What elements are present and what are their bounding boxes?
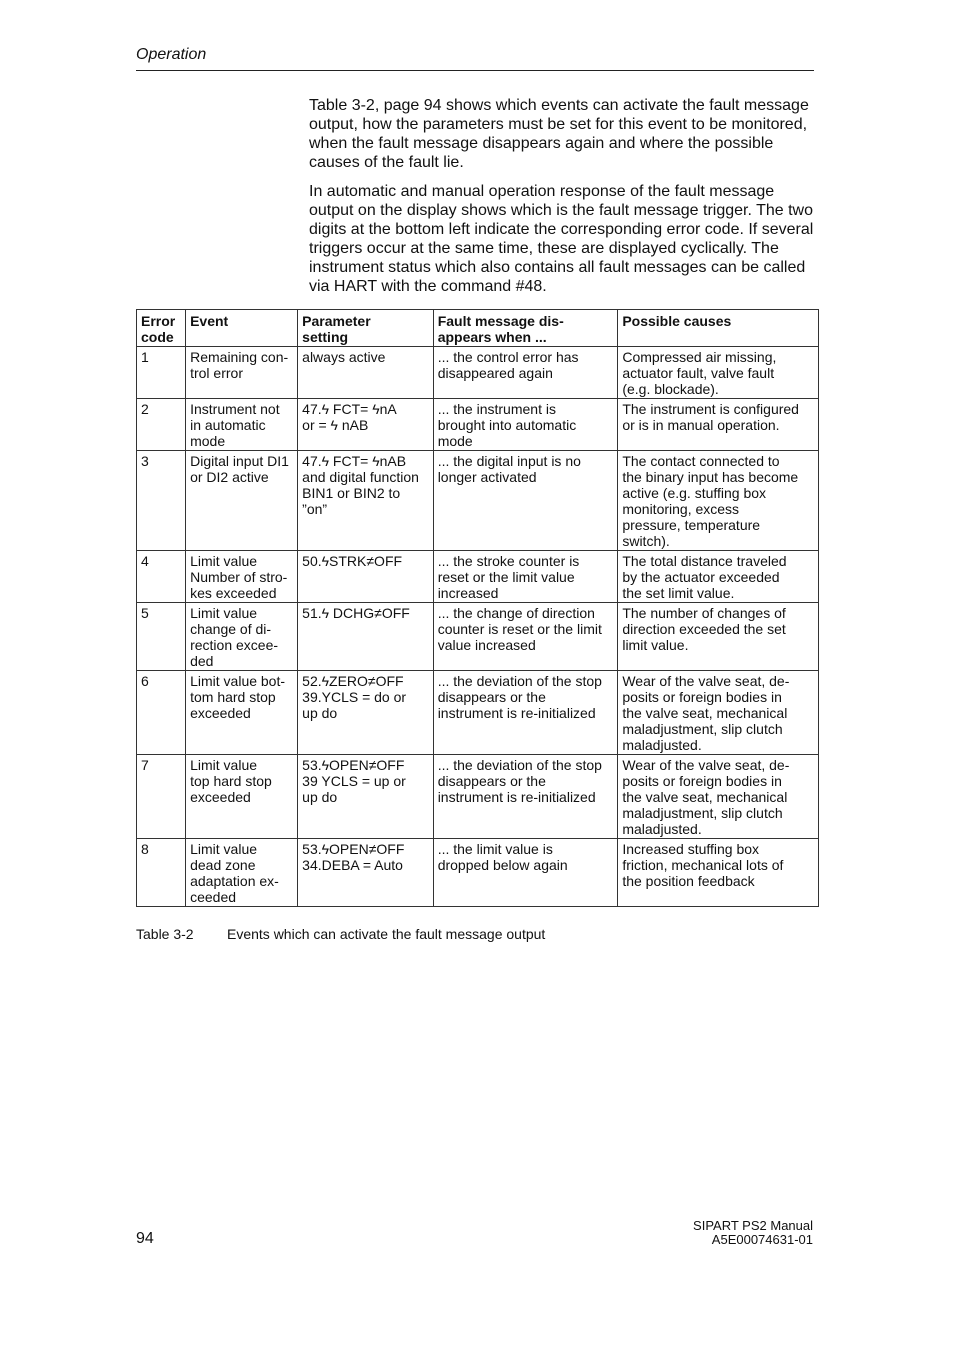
cell-line: posits or foreign bodies in — [622, 689, 782, 705]
cell-line: switch). — [622, 533, 670, 549]
cell-line: adaptation ex- — [190, 873, 279, 889]
cell-fault-disappears — [433, 755, 618, 839]
table-row — [137, 399, 819, 451]
running-header: Operation — [136, 46, 207, 63]
cell-possible-causes — [618, 347, 819, 399]
table-row — [137, 603, 819, 671]
cell-line: Increased stuffing box — [622, 841, 760, 857]
header-rule — [136, 70, 814, 71]
cell-line: (e.g. blockade). — [622, 381, 719, 397]
cell-line: active (e.g. stuffing box — [622, 485, 767, 501]
intro-text — [309, 96, 821, 306]
header-possible-causes — [618, 310, 819, 347]
cell-line: mode — [437, 433, 473, 449]
cell-fault-disappears — [433, 399, 618, 451]
cell-line: the valve seat, mechanical — [622, 789, 788, 805]
footer-manual-info — [693, 1219, 813, 1247]
cell-line: exceeded — [190, 705, 251, 721]
cell-line: ceeded — [190, 889, 237, 905]
cell-line: the position feedback — [622, 873, 755, 889]
manual-title: SIPART PS2 Manual — [693, 1218, 813, 1233]
cell-error-code — [137, 399, 186, 451]
table-row — [137, 671, 819, 755]
cell-line: 47.ϟ FCT= ϟnAB — [302, 453, 407, 469]
cell-fault-disappears — [433, 451, 618, 551]
header-line: code — [141, 329, 174, 345]
cell-line: 47.ϟ FCT= ϟnA — [302, 401, 397, 417]
cell-line: dropped below again — [437, 857, 568, 873]
cell-line: ... the digital input is no — [437, 453, 581, 469]
cell-fault-disappears — [433, 603, 618, 671]
cell-event — [186, 755, 298, 839]
cell-line: 50.ϟSTRK≠OFF — [302, 553, 403, 569]
cell-parameter-setting — [298, 671, 434, 755]
cell-line: Number of stro- — [190, 569, 288, 585]
cell-error-code — [137, 603, 186, 671]
cell-parameter-setting — [298, 839, 434, 907]
cell-line: instrument is re-initialized — [437, 705, 596, 721]
cell-line: instrument is re-initialized — [437, 789, 596, 805]
cell-line: friction, mechanical lots of — [622, 857, 784, 873]
cell-error-code — [137, 755, 186, 839]
caption-number: Table 3-2 — [136, 926, 194, 942]
cell-line: value increased — [437, 637, 536, 653]
cell-line: pressure, temperature — [622, 517, 761, 533]
cell-line: Limit value — [190, 841, 258, 857]
cell-line: 8 — [141, 841, 149, 857]
cell-possible-causes — [618, 451, 819, 551]
cell-line: dead zone — [190, 857, 256, 873]
cell-line: or DI2 active — [190, 469, 269, 485]
cell-event — [186, 603, 298, 671]
cell-fault-disappears — [433, 671, 618, 755]
cell-line: by the actuator exceeded — [622, 569, 780, 585]
cell-line: 3 — [141, 453, 149, 469]
cell-line: direction exceeded the set — [622, 621, 786, 637]
cell-parameter-setting — [298, 603, 434, 671]
cell-line: or = ϟ nAB — [302, 417, 369, 433]
cell-line: disappears or the — [437, 689, 546, 705]
cell-event — [186, 399, 298, 451]
header-line: setting — [302, 329, 349, 345]
cell-line: ... the stroke counter is — [437, 553, 580, 569]
cell-line: 4 — [141, 553, 149, 569]
cell-possible-causes — [618, 839, 819, 907]
caption-text: Events which can activate the fault message output — [227, 926, 546, 942]
cell-line: Remaining con- — [190, 349, 289, 365]
cell-line: trol error — [190, 365, 243, 381]
cell-line: ... the deviation of the stop — [437, 673, 602, 689]
cell-line: actuator fault, valve fault — [622, 365, 775, 381]
cell-possible-causes — [618, 755, 819, 839]
header-line: Possible causes — [622, 313, 732, 329]
header-line: Event — [190, 313, 229, 329]
cell-line: Limit value — [190, 605, 258, 621]
cell-line: tom hard stop — [190, 689, 276, 705]
cell-line: 5 — [141, 605, 149, 621]
cell-line: Wear of the valve seat, de- — [622, 757, 790, 773]
cell-parameter-setting — [298, 451, 434, 551]
cell-line: ... the control error has — [437, 349, 579, 365]
cell-line: BIN1 or BIN2 to — [302, 485, 401, 501]
cell-line: ”on” — [302, 501, 328, 517]
fault-events-table — [136, 309, 819, 907]
header-event — [186, 310, 298, 347]
cell-line: mode — [190, 433, 226, 449]
cell-line: and digital function — [302, 469, 419, 485]
cell-line: counter is reset or the limit — [437, 621, 602, 637]
cell-line: up do — [302, 789, 338, 805]
cell-line: 53.ϟOPEN≠OFF — [302, 757, 405, 773]
cell-line: 51.ϟ DCHG≠OFF — [302, 605, 410, 621]
cell-line: longer activated — [437, 469, 537, 485]
cell-line: the binary input has become — [622, 469, 799, 485]
cell-line: 52.ϟZERO≠OFF — [302, 673, 404, 689]
cell-line: ... the deviation of the stop — [437, 757, 602, 773]
table-row — [137, 839, 819, 907]
cell-error-code — [137, 451, 186, 551]
cell-line: brought into automatic — [437, 417, 577, 433]
cell-fault-disappears — [433, 551, 618, 603]
cell-possible-causes — [618, 399, 819, 451]
cell-event — [186, 551, 298, 603]
cell-line: ... the limit value is — [437, 841, 553, 857]
cell-line: always active — [302, 349, 386, 365]
cell-line: Wear of the valve seat, de- — [622, 673, 790, 689]
cell-line: maladjustment, slip clutch — [622, 721, 783, 737]
table-row — [137, 451, 819, 551]
cell-error-code — [137, 347, 186, 399]
cell-line: in automatic — [190, 417, 266, 433]
cell-parameter-setting — [298, 347, 434, 399]
cell-line: disappeared again — [437, 365, 553, 381]
cell-line: The contact connected to — [622, 453, 780, 469]
cell-possible-causes — [618, 603, 819, 671]
cell-line: disappears or the — [437, 773, 546, 789]
cell-line: 2 — [141, 401, 149, 417]
table-row — [137, 551, 819, 603]
cell-parameter-setting — [298, 551, 434, 603]
cell-line: posits or foreign bodies in — [622, 773, 782, 789]
cell-parameter-setting — [298, 399, 434, 451]
cell-event — [186, 347, 298, 399]
cell-line: increased — [437, 585, 499, 601]
header-fault-disappears — [433, 310, 618, 347]
cell-line: maladjusted. — [622, 737, 702, 753]
cell-fault-disappears — [433, 839, 618, 907]
header-line: Fault message dis- — [437, 313, 564, 329]
cell-line: 7 — [141, 757, 149, 773]
cell-event — [186, 451, 298, 551]
cell-line: 1 — [141, 349, 149, 365]
document-id: A5E00074631-01 — [711, 1232, 813, 1247]
intro-paragraph-2: In automatic and manual operation response of the fault message output on the display shows which is the fault message trigger. The two digits at the bottom left indicate the corresponding error code. If several triggers occur at the same time, these are displayed cyclically. The instrument status which also contains all fault messages can be called via HART with the command #48. — [309, 183, 814, 295]
page-number: 94 — [136, 1230, 154, 1247]
table-row — [137, 347, 819, 399]
table-row — [137, 755, 819, 839]
cell-line: maladjustment, slip clutch — [622, 805, 783, 821]
cell-line: ... the instrument is — [437, 401, 556, 417]
cell-line: the set limit value. — [622, 585, 735, 601]
cell-line: 34.DEBA = Auto — [302, 857, 403, 873]
cell-line: up do — [302, 705, 338, 721]
cell-line: 53.ϟOPEN≠OFF — [302, 841, 405, 857]
cell-line: or is in manual operation. — [622, 417, 780, 433]
cell-line: 39 YCLS = up or — [302, 773, 406, 789]
cell-line: Digital input DI1 — [190, 453, 289, 469]
cell-line: top hard stop — [190, 773, 272, 789]
header-line: Error — [141, 313, 176, 329]
cell-line: Limit value — [190, 553, 258, 569]
cell-line: Limit value bot- — [190, 673, 286, 689]
cell-line: ded — [190, 653, 214, 669]
cell-line: reset or the limit value — [437, 569, 575, 585]
cell-line: exceeded — [190, 789, 251, 805]
cell-possible-causes — [618, 671, 819, 755]
cell-line: rection excee- — [190, 637, 279, 653]
cell-line: The instrument is configured — [622, 401, 799, 417]
cell-event — [186, 671, 298, 755]
cell-line: ... the change of direction — [437, 605, 595, 621]
cell-line: change of di- — [190, 621, 272, 637]
cell-event — [186, 839, 298, 907]
cell-error-code — [137, 551, 186, 603]
intro-paragraph-1: Table 3-2, page 94 shows which events can activate the fault message output, how the parameters must be set for this event to be monitored, when the fault message disappears again and where the possible causes of the fault lie. — [309, 97, 809, 171]
cell-line: monitoring, excess — [622, 501, 740, 517]
cell-line: 39.YCLS = do or — [302, 689, 407, 705]
table-header-row — [137, 310, 819, 347]
cell-line: The total distance traveled — [622, 553, 787, 569]
cell-line: Limit value — [190, 757, 258, 773]
table-body — [137, 347, 819, 907]
cell-parameter-setting — [298, 755, 434, 839]
cell-error-code — [137, 671, 186, 755]
table-caption — [136, 926, 545, 942]
header-line: appears when ... — [437, 329, 547, 345]
cell-line: Instrument not — [190, 401, 280, 417]
cell-line: The number of changes of — [622, 605, 786, 621]
header-parameter-setting — [298, 310, 434, 347]
cell-fault-disappears — [433, 347, 618, 399]
cell-line: Compressed air missing, — [622, 349, 777, 365]
cell-line: 6 — [141, 673, 149, 689]
cell-line: limit value. — [622, 637, 689, 653]
cell-error-code — [137, 839, 186, 907]
header-line: Parameter — [302, 313, 371, 329]
cell-possible-causes — [618, 551, 819, 603]
cell-line: the valve seat, mechanical — [622, 705, 788, 721]
cell-line: maladjusted. — [622, 821, 702, 837]
header-error-code — [137, 310, 186, 347]
cell-line: kes exceeded — [190, 585, 277, 601]
